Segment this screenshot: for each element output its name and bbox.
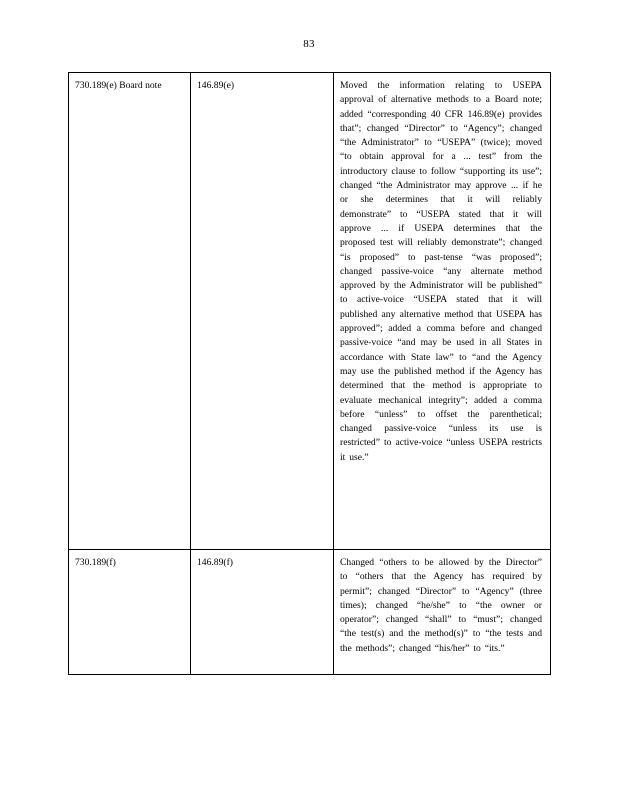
cfr-cell: 146.89(f): [191, 550, 334, 675]
cfr-cell: 146.89(e): [191, 73, 334, 550]
section-cell: 730.189(e) Board note: [69, 73, 191, 550]
page-number: 83: [303, 38, 315, 50]
table-row: [69, 550, 551, 675]
table-row: [69, 73, 551, 550]
section-cell: 730.189(f): [69, 550, 191, 675]
description-cell: Changed “others to be allowed by the Director” to “others that the Agency has required by permit”; changed “Director” to “Agency” (three times); changed “he/she” to “the owner or operator”; changed “shall” to “must”; changed “the test(s) and the method(s)” to “the tests and the methods”; changed “his/her” to “its.”: [334, 550, 551, 675]
amendments-table: [68, 72, 551, 675]
description-cell: Moved the information relating to USEPA approval of alternative methods to a Board note; added “corresponding 40 CFR 146.89(e) provides that”; changed “Director” to “Agency”; changed “the Administrator” to “USEPA” (twice); moved “to obtain approval for a ... test” from the introductory clause to follow “supporting its use”; changed “the Administrator may approve ... if he or she determines that it will reliably demonstrate” to “USEPA stated that it will approve ... if USEPA determines that the proposed test will reliably demonstrate”; changed “is proposed” to past-tense “was proposed”; changed passive-voice “any alternate method approved by the Administrator will be published” to active-voice “USEPA stated that it will published any alternative method that USEPA has approved”; added a comma before and changed passive-voice “and may be used in all States in accordance with State law” to “and the Agency may use the published method if the Agency has determined that the method is appropriate to evaluate mechanical integrity”; added a comma before “unless” to offset the parenthetical; changed passive-voice “unless its use is restricted” to active-voice “unless USEPA restricts it use.”: [334, 73, 551, 550]
